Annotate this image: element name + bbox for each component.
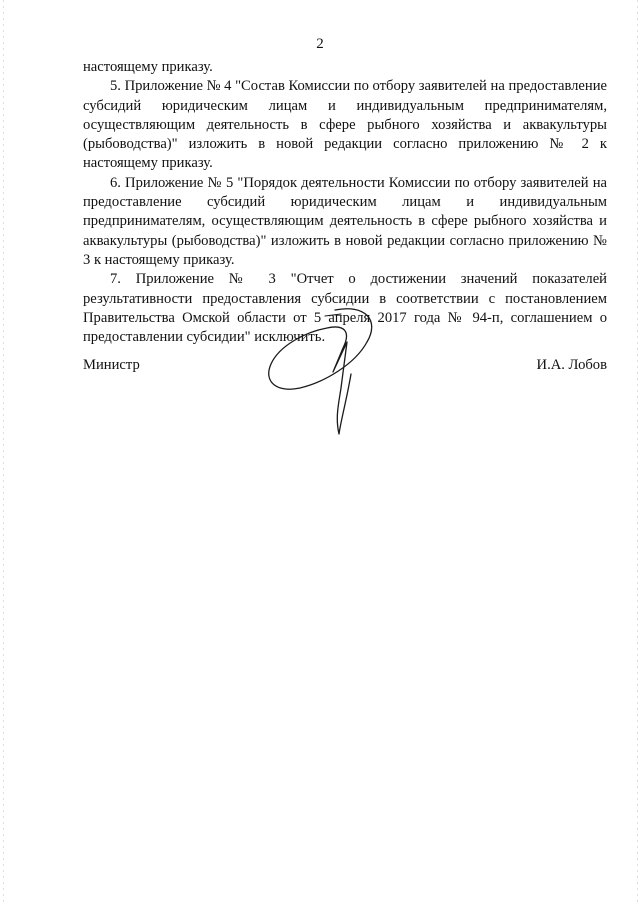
scan-edge-left [3,0,4,905]
signatory-name: И.А. Лобов [536,357,607,373]
scan-edge-right [637,0,638,905]
page-number: 2 [316,36,324,52]
paragraph-item-7: 7. Приложение № 3 "Отчет о достижении значений показателей результативности предоставления субсидии в соответствии с постановлением Правительства Омской области от 5 апреля 2017 года № 94-п, соглашением о предоставлении субсидии" исключить. [83,271,607,346]
signatory-position: Министр [83,357,140,373]
paragraph-continuation: настоящему приказу. [83,59,213,75]
paragraph-item-5: 5. Приложение № 4 "Состав Комиссии по отбору заявителей на предоставление субсидий юридическим лицам и индивидуальным предпринимателям, осуществляющим деятельность в сфере рыбного хозяйства и аквакультуры (рыбоводства)" изложить в новой редакции согласно приложению № 2 к настоящему приказу. [83,78,607,172]
handwritten-signature [255,302,385,442]
paragraph-item-6: 6. Приложение № 5 "Порядок деятельности Комиссии по отбору заявителей на предоставление субсидий юридическим лицам и индивидуальным предпринимателям, осуществляющим деятельность в сфере рыбного хозяйства и аквакультуры (рыбоводства)" изложить в новой редакции согласно приложению № 3 к настоящему приказу. [83,174,607,268]
